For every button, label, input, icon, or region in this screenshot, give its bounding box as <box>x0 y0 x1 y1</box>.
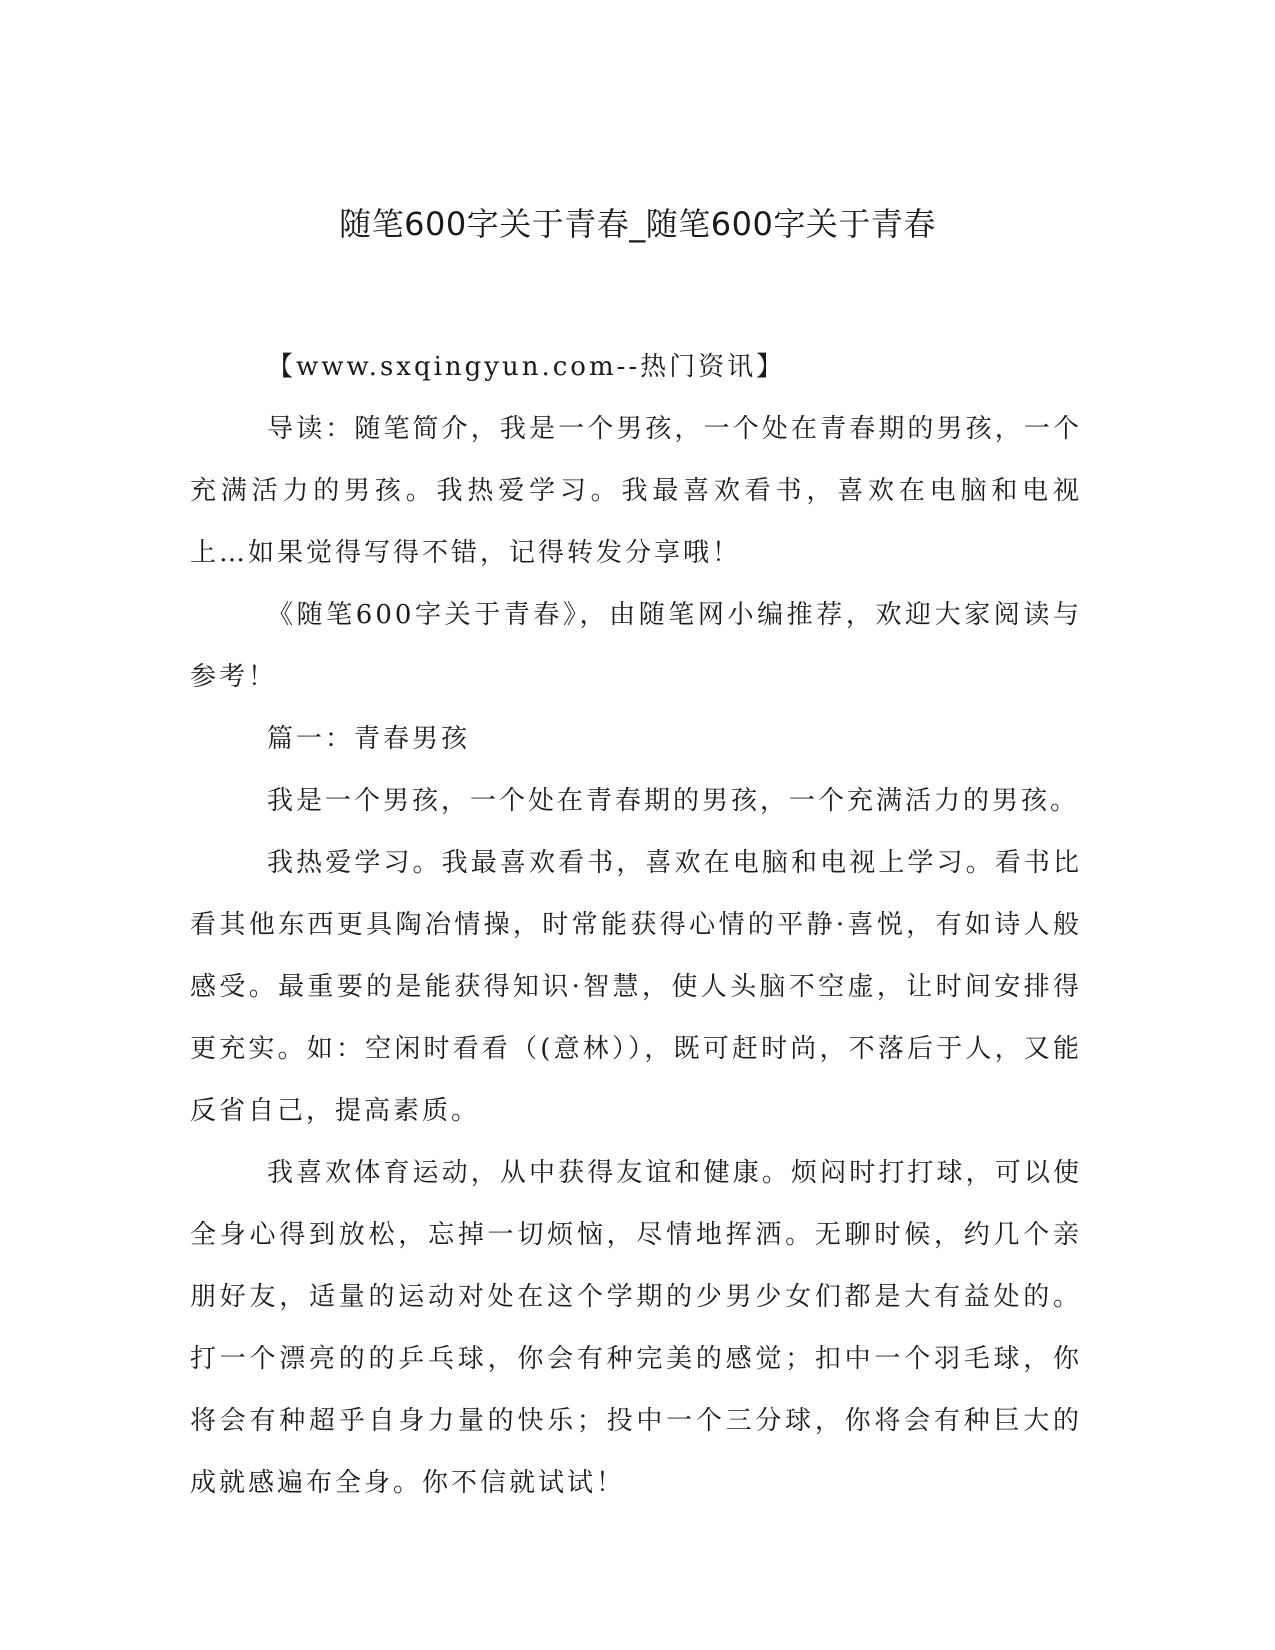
body-paragraph: 我是一个男孩，一个处在青春期的男孩，一个充满活力的男孩。 <box>267 786 1080 816</box>
recommendation-paragraph: 《随笔600字关于青春》，由随笔网小编推荐，欢迎大家阅读与参考！ <box>190 600 1082 692</box>
body-paragraph: 我热爱学习。我最喜欢看书，喜欢在电脑和电视上学习。看书比看其他东西更具陶冶情操，时常能获得心情的平静·喜悦，有如诗人般感受。最重要的是能获得知识·智慧，使人头脑不空虚，让时间安排得更充实。如：空闲时看看（(意林）），既可赶时尚，不落后于人，又能反省自己，提高素质。 <box>190 848 1082 1126</box>
document-body <box>190 336 1082 1514</box>
source-line: 【www.sxqingyun.com--热门资讯】 <box>267 352 786 382</box>
body-paragraph: 我喜欢体育运动，从中获得友谊和健康。烦闷时打打球，可以使全身心得到放松，忘掉一切烦恼，尽情地挥洒。无聊时候，约几个亲朋好友，适量的运动对处在这个学期的少男少女们都是大有益处的。打一个漂亮的的乒乓球，你会有种完美的感觉；扣中一个羽毛球，你将会有种超乎自身力量的快乐；投中一个三分球，你将会有种巨大的成就感遍布全身。你不信就试试！ <box>190 1158 1082 1498</box>
section-heading: 篇一：青春男孩 <box>267 724 471 754</box>
intro-paragraph: 导读：随笔简介，我是一个男孩，一个处在青春期的男孩，一个充满活力的男孩。我热爱学习。我最喜欢看书，喜欢在电脑和电视上…如果觉得写得不错，记得转发分享哦！ <box>190 414 1082 568</box>
document-title: 随笔600字关于青春_随笔600字关于青春 <box>339 205 936 243</box>
